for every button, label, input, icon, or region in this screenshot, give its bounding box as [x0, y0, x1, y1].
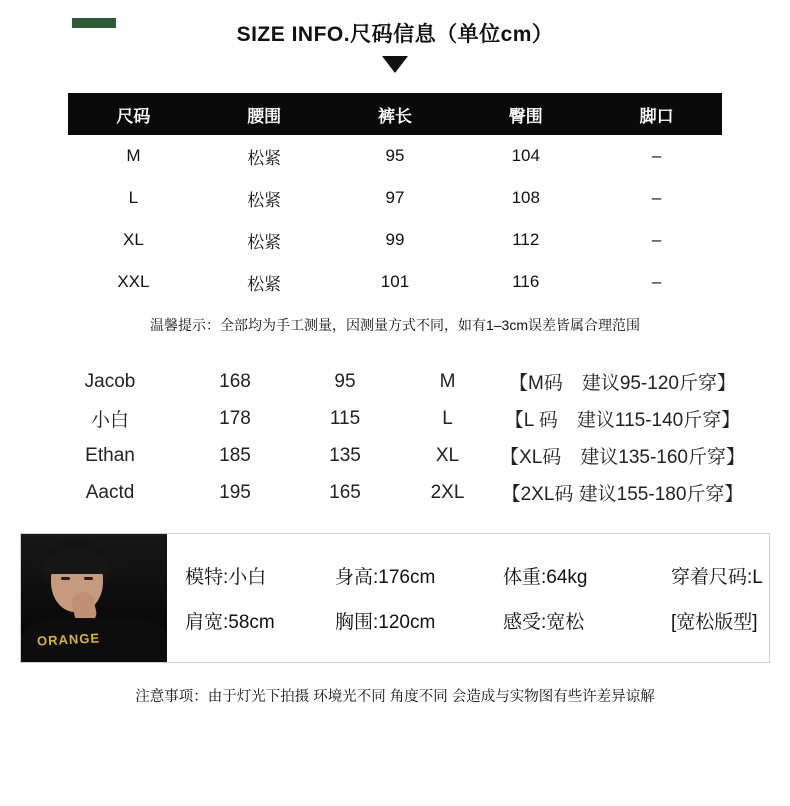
cell-cuff: – [591, 177, 722, 219]
cell-waist: 松紧 [199, 261, 330, 303]
model-photo [21, 534, 167, 662]
cell-length: 101 [330, 261, 461, 303]
size-table-wrapper [68, 93, 722, 303]
table-row [68, 219, 722, 261]
size-table [68, 93, 722, 303]
cell-cuff: – [591, 135, 722, 177]
rec-size: 2XL [430, 481, 465, 503]
cell-waist: 松紧 [199, 177, 330, 219]
rec-weight: 115 [329, 407, 361, 429]
model-shoulder: 肩宽:58cm [185, 612, 275, 633]
rec-size: M [439, 370, 456, 392]
cell-waist: 松紧 [199, 219, 330, 261]
cell-waist: 松紧 [199, 135, 330, 177]
table-header-row [68, 93, 722, 135]
size-info-page [0, 18, 790, 806]
cell-length: 95 [330, 135, 461, 177]
cell-hip: 116 [460, 261, 591, 303]
model-fit: [宽松版型] [671, 612, 758, 633]
cell-hip: 104 [460, 135, 591, 177]
list-item [40, 400, 750, 437]
rec-name: 小白 [90, 410, 129, 431]
model-chest: 胸围:120cm [335, 612, 436, 633]
list-item [40, 363, 750, 400]
cell-length: 99 [330, 219, 461, 261]
rec-weight: 135 [329, 444, 361, 466]
cell-cuff: – [591, 219, 722, 261]
rec-advice: 【M码 建议95-120斤穿】 [509, 373, 736, 394]
page-title: SIZE INFO.尺码信息（单位cm） [236, 23, 554, 46]
rec-height: 185 [219, 444, 251, 466]
recommendation-table [40, 363, 750, 511]
rec-name: Aactd [85, 481, 135, 503]
cell-size: M [68, 135, 199, 177]
cell-hip: 112 [460, 219, 591, 261]
cell-size: XL [68, 219, 199, 261]
rec-advice: 【XL码 建议135-160斤穿】 [500, 447, 745, 468]
rec-height: 195 [219, 481, 251, 503]
model-wear-size: 穿着尺码:L [671, 567, 763, 588]
rec-advice: 【2XL码 建议155-180斤穿】 [501, 484, 744, 505]
rec-height: 178 [219, 407, 251, 429]
rec-weight: 95 [334, 370, 356, 392]
table-row [68, 177, 722, 219]
footer-note: 注意事项：由于灯光下拍摄 环境光不同 角度不同 会造成与实物图有些许差异谅解 [135, 689, 655, 705]
model-feeling: 感受:宽松 [503, 612, 585, 633]
rec-name: Jacob [84, 370, 136, 392]
column-header-hip: 臀围 [460, 93, 591, 135]
list-item [40, 474, 750, 511]
model-name: 模特:小白 [185, 567, 267, 588]
list-item [40, 437, 750, 474]
top-image-sliver [72, 18, 116, 28]
recommendation-block [40, 363, 750, 511]
model-height: 身高:176cm [335, 567, 436, 588]
rec-height: 168 [219, 370, 251, 392]
rec-size: L [442, 407, 453, 429]
photo-eye-left [61, 577, 70, 580]
model-info [167, 534, 777, 662]
rec-name: Ethan [85, 444, 135, 466]
column-header-cuff: 脚口 [591, 93, 722, 135]
model-info-row-1 [185, 562, 763, 589]
cell-size: XXL [68, 261, 199, 303]
measurement-note: 温馨提示：全部均为手工测量，因测量方式不同，如有1–3cm误差皆属合理范围 [149, 317, 641, 333]
rec-size: XL [435, 444, 460, 466]
table-row [68, 261, 722, 303]
photo-hoodie-text: ORANGE [36, 630, 101, 649]
model-weight: 体重:64kg [503, 567, 588, 588]
cell-length: 97 [330, 177, 461, 219]
column-header-size: 尺码 [68, 93, 199, 135]
table-row [68, 135, 722, 177]
model-info-card [20, 533, 770, 663]
cell-cuff: – [591, 261, 722, 303]
triangle-down-icon [382, 56, 408, 73]
rec-weight: 165 [329, 481, 361, 503]
cell-size: L [68, 177, 199, 219]
model-info-row-2 [185, 607, 763, 634]
photo-eye-right [84, 577, 93, 580]
column-header-waist: 腰围 [199, 93, 330, 135]
column-header-length: 裤长 [330, 93, 461, 135]
rec-advice: 【L 码 建议115-140斤穿】 [504, 410, 741, 431]
cell-hip: 108 [460, 177, 591, 219]
